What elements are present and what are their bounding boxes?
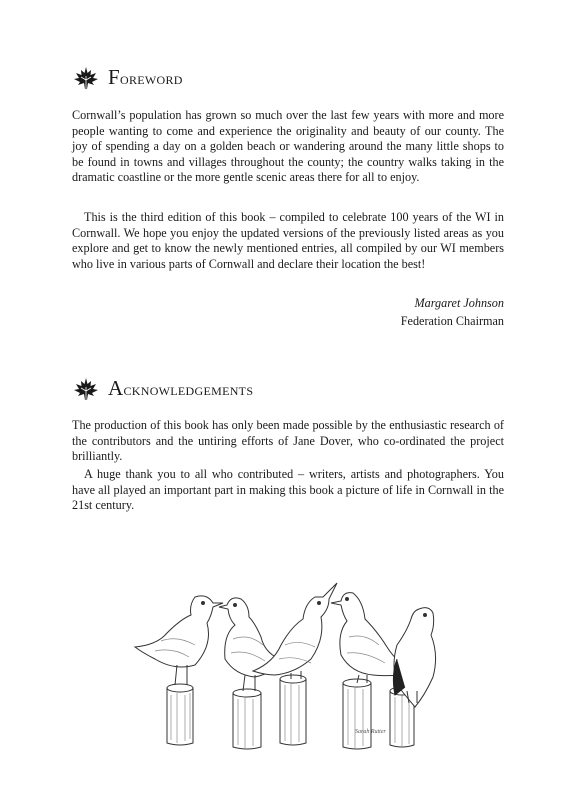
seagull (219, 598, 285, 691)
foreword-title: Foreword (108, 65, 183, 89)
maple-leaf-icon (72, 377, 100, 401)
seagulls-illustration (115, 575, 460, 755)
wooden-post (280, 675, 306, 745)
acknowledgements-paragraph-2: A huge thank you to all who contributed – writers, artists and photographers. You have all played an important part in making this book a picture of life in Cornwall in the 21st century. (72, 467, 504, 513)
seagull (135, 596, 223, 685)
foreword-paragraph-1: Cornwall’s population has grown so much over the last few years with more and more people wanting to come and experience the originality and beauty of our county. The joy of spending a day on a golden beach or wandering around the many little shops to be found in towns and villages throughout the county; the country walks taking in the dramatic coastline or the more gentle scenic areas there for all to enjoy. (72, 108, 504, 185)
wooden-post (343, 679, 371, 749)
seagull (253, 583, 337, 679)
maple-leaf-icon (72, 66, 100, 90)
signature-role: Federation Chairman (400, 314, 504, 328)
wooden-post (167, 684, 193, 745)
acknowledgements-heading (72, 376, 253, 401)
wooden-post (233, 689, 261, 749)
artist-signature: Sarah Rutter (355, 729, 386, 735)
signature-name: Margaret Johnson (414, 296, 504, 310)
foreword-paragraph-2: This is the third edition of this book – compiled to celebrate 100 years of the WI in Cornwall. We hope you enjoy the updated versions of the previously listed areas as you explore and get to know the newly mentioned entries, all compiled by our WI members who live in various parts of Cornwall and declare their location the best! (72, 210, 504, 271)
acknowledgements-title: Acknowledgements (108, 376, 254, 400)
foreword-heading (72, 65, 183, 90)
acknowledgements-paragraph-1: The production of this book has only been made possible by the enthusiastic research of the contributors and the untiring efforts of Jane Dover, who co-ordinated the project brilliantly. (72, 418, 504, 464)
